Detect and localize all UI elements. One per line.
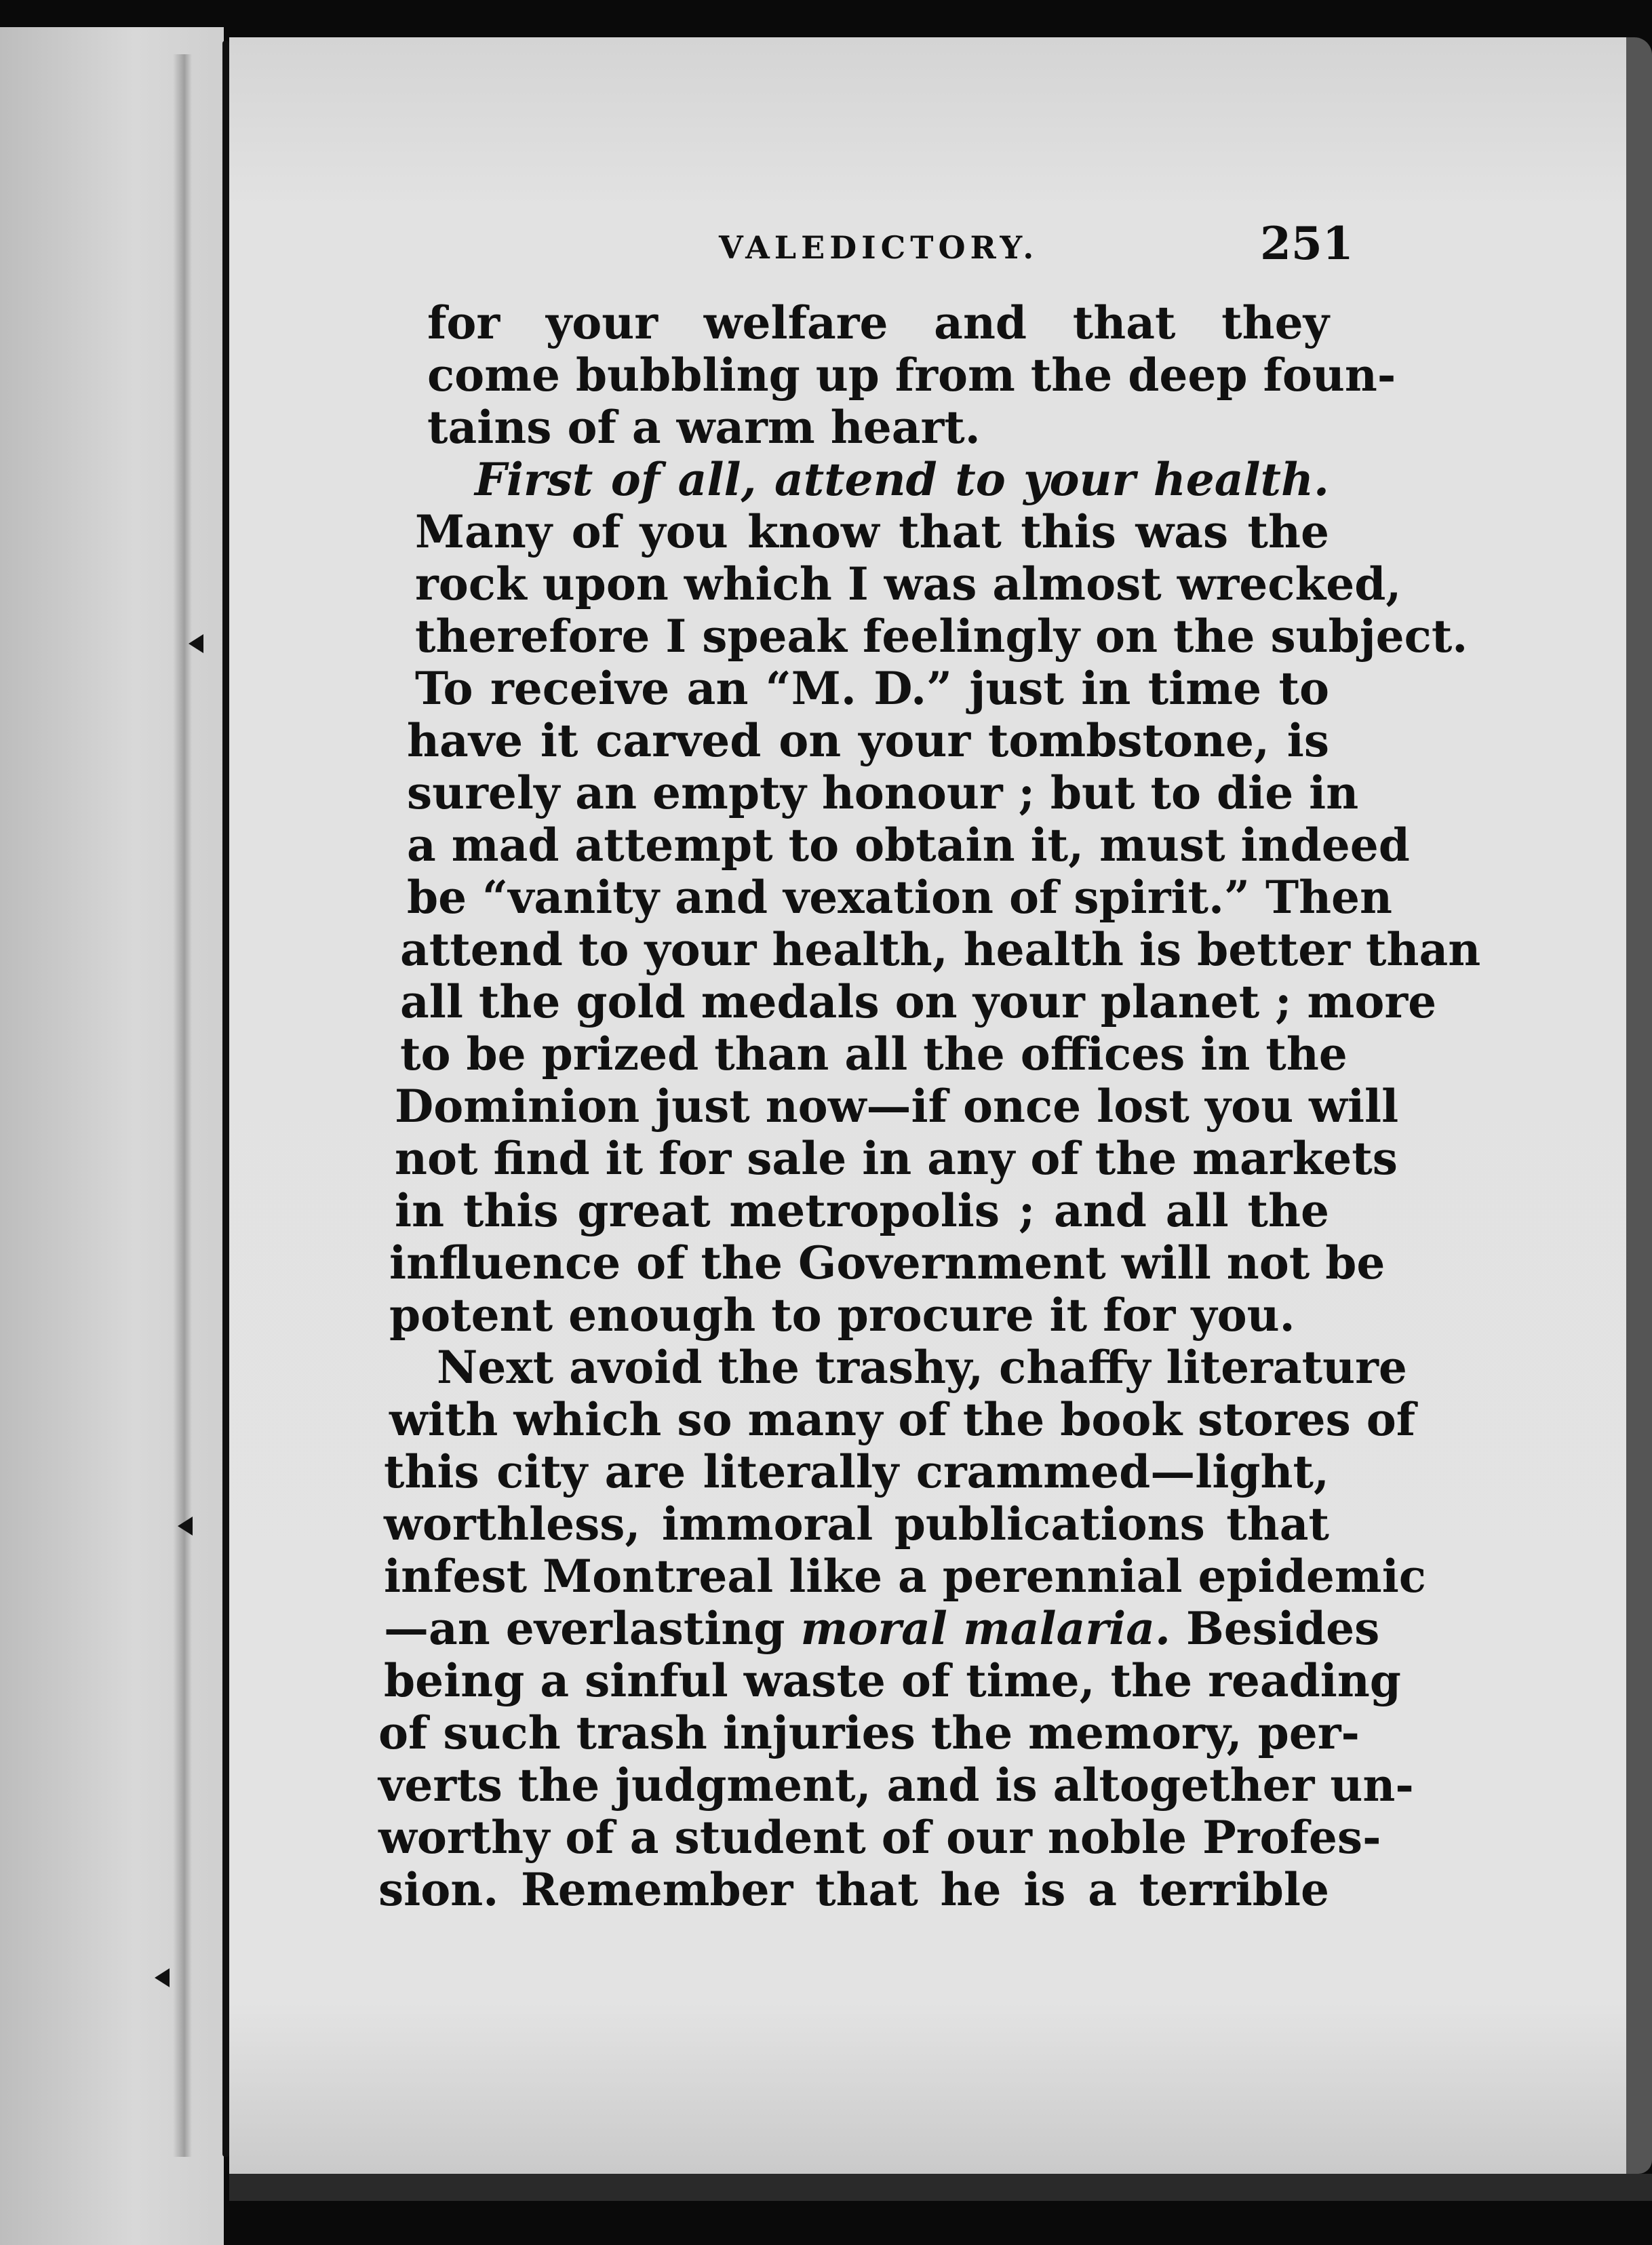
text-line: Dominion just now—if once lost you will <box>395 1080 1399 1133</box>
text-line: a mad attempt to obtain it, must indeed <box>407 819 1410 872</box>
text-line: to be prized than all the offices in the <box>400 1028 1348 1080</box>
page-number: 251 <box>1260 217 1354 270</box>
text-line: of such trash injuries the memory, per- <box>378 1706 1360 1759</box>
text-line: being a sinful waste of time, the reading <box>384 1654 1401 1707</box>
text-line: To receive an “M. D.” just in time to <box>415 662 1329 715</box>
text-line: be “vanity and vexation of spirit.” Then <box>407 871 1393 924</box>
text-line: worthless, immoral publications that <box>384 1498 1329 1550</box>
text-line: infest Montreal like a perennial epidemic <box>384 1550 1426 1603</box>
text-line: therefore I speak feelingly on the subject. <box>415 610 1468 663</box>
text-line: have it carved on your tombstone, is <box>407 714 1329 767</box>
text-line: Next avoid the trashy, chaffy literature <box>437 1341 1407 1394</box>
running-head: VALEDICTORY. <box>719 229 1039 266</box>
text-line <box>427 454 1329 506</box>
text-line: rock upon which I was almost wrecked, <box>415 558 1402 610</box>
text-line: worthy of a student of our noble Profes- <box>378 1811 1381 1864</box>
binding-gutter <box>222 41 229 2157</box>
italic-text: First of all, attend to your health. <box>475 453 1329 506</box>
text-line: surely an empty honour ; but to die in <box>407 766 1359 819</box>
text-line <box>384 1602 1380 1655</box>
text-line: attend to your health, health is better than <box>400 923 1481 976</box>
text-line: for your welfare and that they <box>427 296 1329 349</box>
text-segment: —an everlasting <box>384 1602 785 1655</box>
text-line: tains of a warm heart. <box>427 401 981 454</box>
text-line: this city are literally crammed—light, <box>384 1445 1329 1498</box>
text-line: with which so many of the book stores of <box>389 1393 1416 1446</box>
text-line: Many of you know that this was the <box>415 505 1329 558</box>
text-line: all the gold medals on your planet ; more <box>400 975 1437 1028</box>
gutter-mark-bottom <box>155 1968 170 1987</box>
gutter-shadow <box>173 54 192 2157</box>
text-segment: Besides <box>1185 1602 1380 1655</box>
text-line: potent enough to procure it for you. <box>389 1289 1295 1342</box>
text-line: influence of the Government will not be <box>389 1236 1385 1289</box>
page-bottom-edge <box>229 2174 1652 2201</box>
text-line: not find it for sale in any of the markets <box>395 1132 1398 1185</box>
body-text <box>378 296 1481 1916</box>
text-line: sion. Remember that he is a terrible <box>378 1863 1329 1916</box>
text-line: come bubbling up from the deep foun- <box>427 349 1396 402</box>
text-line: verts the judgment, and is altogether un- <box>378 1759 1414 1812</box>
gutter-mark-middle <box>178 1517 193 1536</box>
gutter-mark-top <box>189 634 203 653</box>
italic-text: moral malaria. <box>800 1602 1171 1655</box>
text-line: in this great metropolis ; and all the <box>395 1184 1329 1237</box>
